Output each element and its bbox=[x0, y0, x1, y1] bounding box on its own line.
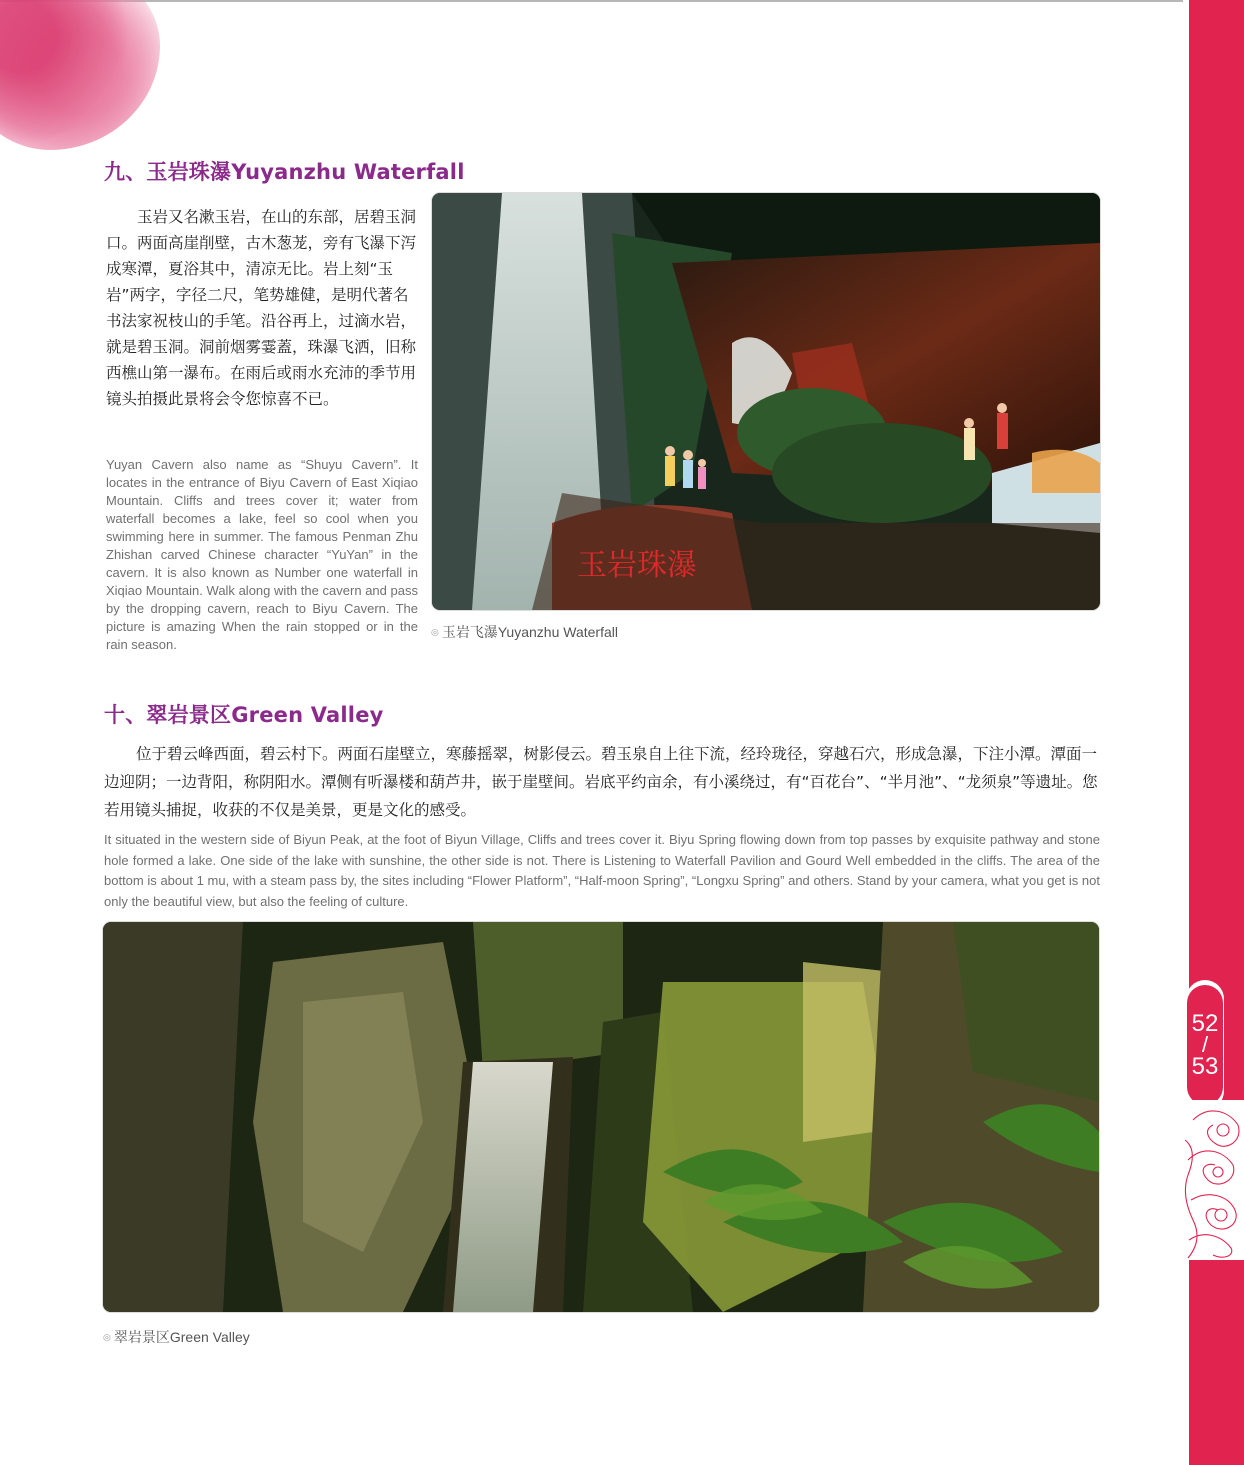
page-number bbox=[1187, 985, 1223, 1105]
section-9-text-en: Yuyan Cavern also name as “Shuyu Cavern”. It locates in the entrance of Biyu Cavern of East Xiqiao Mountain. Cliffs and trees cover it; water from waterfall becomes a lake, feel so cool when you swimming here in summer. The famous Penman Zhu Zhishan carved Chinese character “YuYan” in the cavern. It is also known as Number one waterfall in Xiqiao Mountain. Walk along with the cavern and pass by the dropping cavern, reach to Biyu Cavern. The picture is amazing When the rain stopped or in the rain season. bbox=[106, 457, 418, 652]
page-number-right: 53 bbox=[1191, 1052, 1219, 1080]
section-10-text-zh: 位于碧云峰西面，碧云村下。两面石崖壁立，寒藤摇翠，树影侵云。碧玉泉自上往下流，经玲珑径，穿越石穴，形成急瀑，下注小潭。潭面一边迎阴；一边背阳，称阴阳水。潭侧有听瀑楼和葫芦井，嵌于崖壁间。岩底平约亩余，有小溪绕过，有“百花台”、“半月池”、“龙须泉”等遗址。您若用镜头捕捉，收获的不仅是美景，更是文化的感受。 bbox=[104, 745, 1098, 819]
section-9-heading: 九、玉岩珠瀑Yuyanzhu Waterfall bbox=[104, 160, 465, 184]
page-number-left: 52 bbox=[1191, 1010, 1219, 1038]
section-10-heading: 十、翠岩景区Green Valley bbox=[104, 703, 384, 727]
section-10-photo-caption-text: 翠岩景区Green Valley bbox=[113, 1329, 250, 1345]
green-valley-photo bbox=[103, 922, 1099, 1312]
page-number-separator: / bbox=[1201, 1032, 1209, 1058]
watercolor-decoration bbox=[0, 0, 160, 150]
yuyanzhu-waterfall-photo bbox=[432, 193, 1100, 610]
circle-bullet-icon: ◎ bbox=[103, 1332, 111, 1342]
circle-bullet-icon: ◎ bbox=[431, 627, 439, 637]
rock-inscription: 玉岩珠瀑 bbox=[577, 548, 697, 583]
top-rule bbox=[0, 0, 1185, 2]
section-9-text-zh: 玉岩又名漱玉岩，在山的东部，居碧玉洞口。两面高崖削壁，古木葱茏，旁有飞瀑下泻成寒潭，夏浴其中，清凉无比。岩上刻“玉岩”两字，字径二尺，笔势雄健，是明代著名书法家祝枝山的手笔。沿谷再上，过滴水岩，就是碧玉洞。洞前烟雾霎蓋，珠瀑飞洒，旧称西樵山第一瀑布。在雨后或雨水充沛的季节用镜头拍摄此景将会令您惊喜不已。 bbox=[106, 208, 417, 408]
flower-ornament-icon bbox=[1183, 1100, 1244, 1260]
section-9-photo-caption-text: 玉岩飞瀑Yuyanzhu Waterfall bbox=[441, 624, 618, 640]
section-10-photo-caption bbox=[103, 1327, 250, 1347]
section-10-text-en: It situated in the western side of Biyun Peak, at the foot of Biyun Village, Cliffs and trees cover it. Biyu Spring flowing down from top passes by exquisite pathway and stone hole formed a lake. One side of the lake with sunshine, the other side is not. There is Listening to Waterfall Pavilion and Gourd Well embedded in the cliffs. The area of the bottom is about 1 mu, with a steam pass by, the sites including “Flower Platform”, “Half-moon Spring”, “Longxu Spring” and others. Stand by your camera, what you get is not only the beautiful view, but also the feeling of culture. bbox=[104, 832, 1100, 909]
section-9-photo-caption bbox=[431, 622, 618, 642]
